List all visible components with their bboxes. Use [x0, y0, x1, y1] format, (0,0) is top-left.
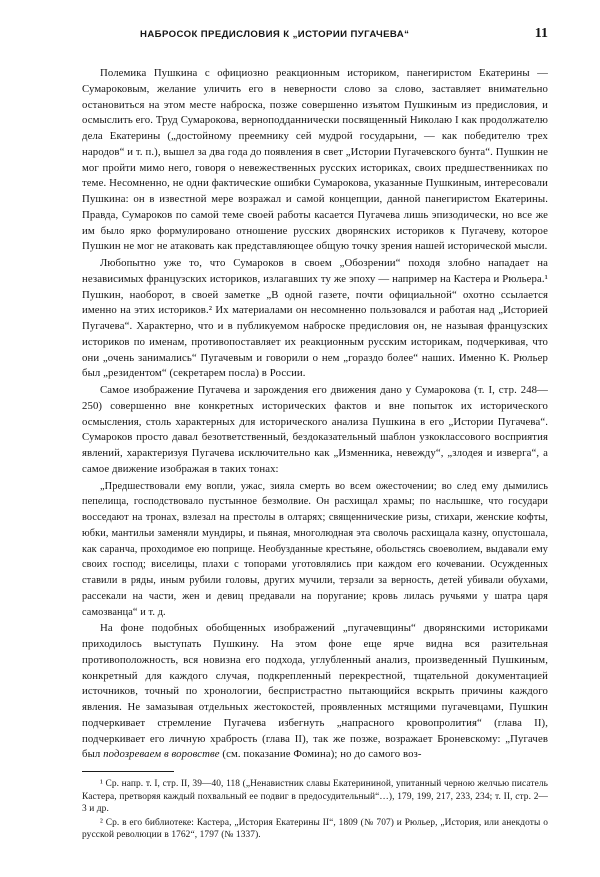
- closing-text-emphasis: подозреваем в воровстве: [103, 748, 220, 761]
- running-head: НАБРОСОК ПРЕДИСЛОВИЯ К „ИСТОРИИ ПУГАЧЕВА“: [140, 29, 410, 40]
- page-header: [82, 26, 548, 48]
- sumarokov-quotation: „Предшествовали ему вопли, ужас, зияла смерть во всем ожесточении; во след ему дымились пепелища, господствовало пустынное безмолвие. Он расхищал храмы; по наслышке, что государи восседают на тронах, взлезал на престолы в олтарях; священнические ризы, стихари, женские кофты, юбки, мантильи заменяли мундиры, и пьяная, многолюдная эта сволочь расхищала казну, опустошала, как саранча, проходимое ею поприще. Необузданные крестьяне, обольстясь своеволием, выдавали ему своих господ; виселицы, плахи с топорами уготовлялись при каждом его кочевании. Осужденных ставили в ряды, иным рубили головы, других мучили, терзали за верность, детей убивали обухами, рассекали на части, жен и девиц предавали на поругание; кровь лилась ручьями у шатра царя самозванца“ и т. д.: [82, 480, 548, 618]
- paragraph-pugachev-image: Самое изображение Пугачева и зарождения его движения дано у Сумарокова (т. I, стр. 248—250) совершенно вне конкретных исторических фактов и вне попыток их исторического осмысления, столь характерных для исторического анализа Пушкина в его „Истории Пугачева“. Сумароков просто давал безответственный, бездоказательный шаблон узкоклассового восприятия явлений, характеризуя Пугачева исключительно как „Изменника, невежду“, „злодея и изверга“, а самое движение изображая в таких тонах:: [82, 384, 548, 475]
- paragraph-sumarokov-polemic: Полемика Пушкина с официозно реакционным историком, панегиристом Екатерины — Сумароковым, желание уличить его в неверности слово за слово, заставляет внимательно остановиться на этом месте наброска, позже совершенно изъятом Пушкиным из предисловия, и осмыслить его. Труд Сумарокова, верноподданнически посвященный Николаю I как продолжателю дела Екатерины („достойному преемнику сей мудрой государыни, — как победителю трех народов“ и т. п.), вышел за два года до появления в свет „Истории Пугачевского бунта“. Пушкин не мог пройти мимо него, говоря о невежественных русских историках, своих предшественниках по теме. Несомненно, не одни фактические ошибки Сумарокова, указанные Пушкиным, интересовали Пушкина: он в известной мере возражал и самой концепции, данной панегиристом Екатерины. Правда, Сумароков по самой теме своей работы касается Пугачева лишь эпизодически, но все же им было ярко формулировано отношение русских дворянских историков к Пугачеву, которое Пушкин не мог не атаковать как представляющее общую точку зрения нашей исторической мысли.: [82, 67, 548, 253]
- book-page: [82, 26, 548, 842]
- paragraph-french-historians: Любопытно уже то, что Сумароков в своем „Обозрении“ походя злобно нападает на независимых французских историков, излагавших ту же эпоху — например на Кастера и Рюльера.¹ Пушкин, наоборот, в своей заметке „В одной газете, почти официальной“ охотно ссылается именно на этих историков.² Их материалами он несомненно пользовался и работая над „Историей Пугачева“. Характерно, что и в публикуемом наброске предисловия он, не называя французских историков по именам, противопоставляет их реакционным русским историкам, подчеркивая, что они „очень занимались“ Пугачевым и говорили о нем „гораздо более“ наших. Именно К. Рюльер был „резидентом“ (секретарем посла) в России.: [82, 257, 548, 380]
- footnote-divider: [82, 771, 174, 772]
- page-body: [82, 66, 548, 763]
- footnote-2: ² Ср. в его библиотеке: Кастера, „История Екатерины II“, 1809 (№ 707) и Рюльер, „История, или анекдоты о русской революции в 1762“, 1797 (№ 1337).: [82, 817, 548, 841]
- closing-text-end: (см. показание Фомина); но до самого воз-: [219, 748, 422, 761]
- closing-text-start: На фоне подобных обобщенных изображений „пугачевщины“ дворянскими историками приходилось выступать Пушкину. На этом фоне еще ярче видна вся разительная противоположность, вся новизна его подхода, углубленный анализ, произведенный Пушкиным, конкретный для каждого случая, подкрепленный перекрестной, тщательной документацией источников, точный по хронологии, беспристрастно пытающийся вскрыть причины каждого явления. Не замазывая отдельных жестокостей, проявленных мстящими пугачевцами, Пушкин подчеркивает стремление Пугачева избегнуть „напрасного кровопролития“ (глава II), подчеркивает его личную храбрость (глава II), так же позже, возражает Броневскому: „Пугачев был: [82, 622, 548, 761]
- page-number: 11: [534, 26, 548, 41]
- footnote-1: ¹ Ср. напр. т. I, стр. II, 39—40, 118 („Ненавистник славы Екатерининой, упитанный черною желчью писатель Кастера, претворяя каждый похвальный ее подвиг в предосудительный“…), 179, 199, 217, 233, 234; т. II, стр. 2—3 и др.: [82, 779, 548, 815]
- footnotes: [82, 778, 548, 842]
- paragraph-pushkin-approach: [82, 621, 548, 763]
